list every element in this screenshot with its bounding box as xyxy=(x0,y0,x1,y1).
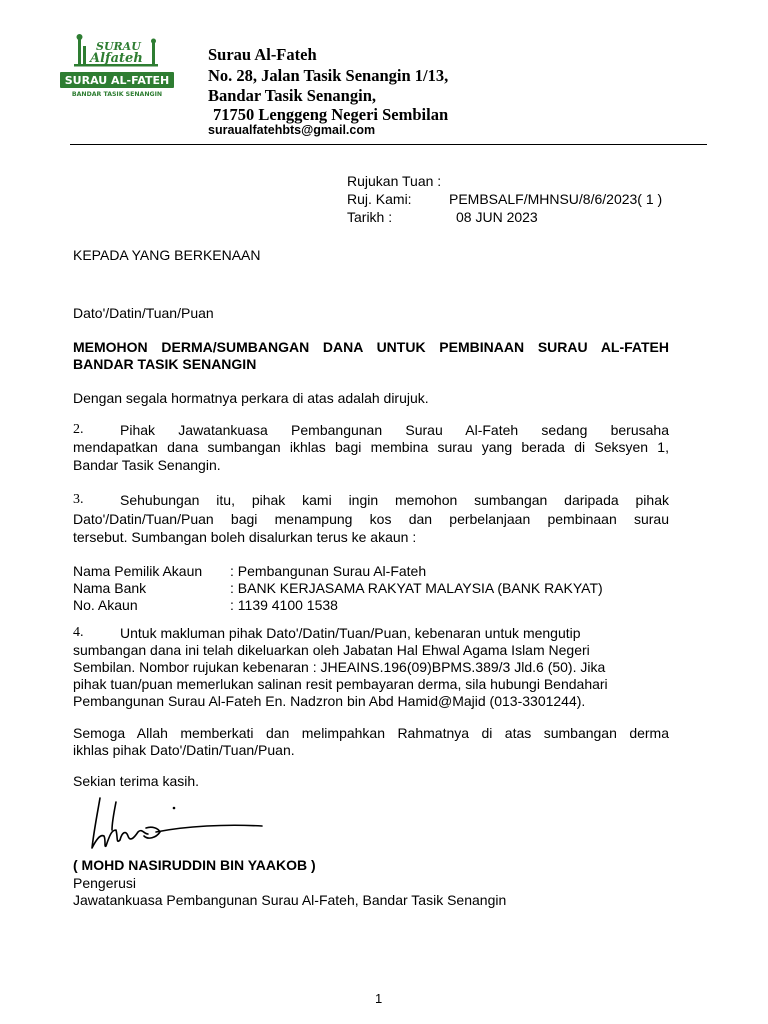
closing-line-1: Semoga Allah memberkati dan melimpahkan Rahmatnya di atas sumbangan derma xyxy=(73,725,669,741)
logo-script-top: SURAU xyxy=(96,40,141,53)
para2-number: 2. xyxy=(73,422,84,437)
logo-sub-text: BANDAR TASIK SENANGIN xyxy=(71,91,163,98)
bank-name-value: : BANK KERJASAMA RAKYAT MALAYSIA (BANK RAKYAT) xyxy=(230,580,603,596)
header-divider xyxy=(70,144,707,145)
para3-line-2: Dato'/Datin/Tuan/Puan bagi menampung kos dan perbelanjaan pembinaan surau xyxy=(73,511,669,527)
para4-line-3: Sembilan. Nombor rujukan kebenaran : JHEAINS.196(09)BPMS.389/3 Jld.6 (50). Jika xyxy=(73,659,606,675)
para4-number: 4. xyxy=(73,625,84,640)
subject-line-2: BANDAR TASIK SENANGIN xyxy=(73,356,257,372)
logo-band-text: SURAU AL-FATEH xyxy=(64,74,170,87)
tarikh-label: Tarikh : xyxy=(347,209,393,225)
intro-paragraph: Dengan segala hormatnya perkara di atas adalah dirujuk. xyxy=(73,390,429,406)
para3-number: 3. xyxy=(73,492,84,507)
bank-name-label: Nama Bank xyxy=(73,580,147,596)
para2-line-2: mendapatkan dana sumbangan ikhlas bagi membina surau yang berada di Seksyen 1, xyxy=(73,439,669,455)
para2-line-1: Pihak Jawatankuasa Pembangunan Surau Al-Fateh sedang berusaha xyxy=(120,422,669,438)
signatory-organization: Jawatankuasa Pembangunan Surau Al-Fateh, Bandar Tasik Senangin xyxy=(73,892,507,908)
org-name: Surau Al-Fateh xyxy=(208,45,317,64)
logo-script-main: Alfateh xyxy=(90,51,143,66)
address-line-2: Bandar Tasik Senangin, xyxy=(208,86,376,105)
para2-line-3: Bandar Tasik Senangin. xyxy=(73,457,221,473)
para4-line-4: pihak tuan/puan memerlukan salinan resit pembayaran derma, sila hubungi Bendahari xyxy=(73,676,608,692)
account-owner-label: Nama Pemilik Akaun xyxy=(73,563,203,579)
account-owner-value: : Pembangunan Surau Al-Fateh xyxy=(230,563,427,579)
ruj-kami-value: PEMBSALF/MHNSU/8/6/2023( 1 ) xyxy=(449,191,663,207)
address-line-1: No. 28, Jalan Tasik Senangin 1/13, xyxy=(208,66,449,85)
para4-line-1: Untuk makluman pihak Dato'/Datin/Tuan/Puan, kebenaran untuk mengutip xyxy=(120,625,581,641)
salutation: Dato'/Datin/Tuan/Puan xyxy=(73,305,214,321)
para3-line-1: Sehubungan itu, pihak kami ingin memohon sumbangan daripada pihak xyxy=(120,492,669,508)
para4-line-2: sumbangan dana ini telah dikeluarkan oleh Jabatan Hal Ehwal Agama Islam Negeri xyxy=(73,642,590,658)
ruj-kami-label: Ruj. Kami: xyxy=(347,191,412,207)
signatory-title: Pengerusi xyxy=(73,875,137,891)
closing-line-2: ikhlas pihak Dato'/Datin/Tuan/Puan. xyxy=(73,742,295,758)
handwritten-signature xyxy=(86,790,276,860)
account-number-label: No. Akaun xyxy=(73,597,138,613)
email-address: suraualfatehbts@gmail.com xyxy=(208,123,376,137)
thanks: Sekian terima kasih. xyxy=(73,773,200,789)
surau-logo xyxy=(60,32,174,98)
rujukan-tuan-label: Rujukan Tuan : xyxy=(347,173,442,189)
page-number: 1 xyxy=(375,991,383,1006)
account-number-value: : 1139 4100 1538 xyxy=(230,597,338,613)
address-line-3: 71750 Lenggeng Negeri Sembilan xyxy=(213,105,449,124)
para4-line-5: Pembangunan Surau Al-Fateh En. Nadzron bin Abd Hamid@Majid (013-3301244). xyxy=(73,693,586,709)
signatory-name: ( MOHD NASIRUDDIN BIN YAAKOB ) xyxy=(73,857,316,873)
subject-line-1: MEMOHON DERMA/SUMBANGAN DANA UNTUK PEMBINAAN SURAU AL-FATEH xyxy=(73,339,669,355)
para3-line-3: tersebut. Sumbangan boleh disalurkan terus ke akaun : xyxy=(73,529,417,545)
tarikh-value: 08 JUN 2023 xyxy=(456,209,538,225)
recipient: KEPADA YANG BERKENAAN xyxy=(73,247,261,263)
